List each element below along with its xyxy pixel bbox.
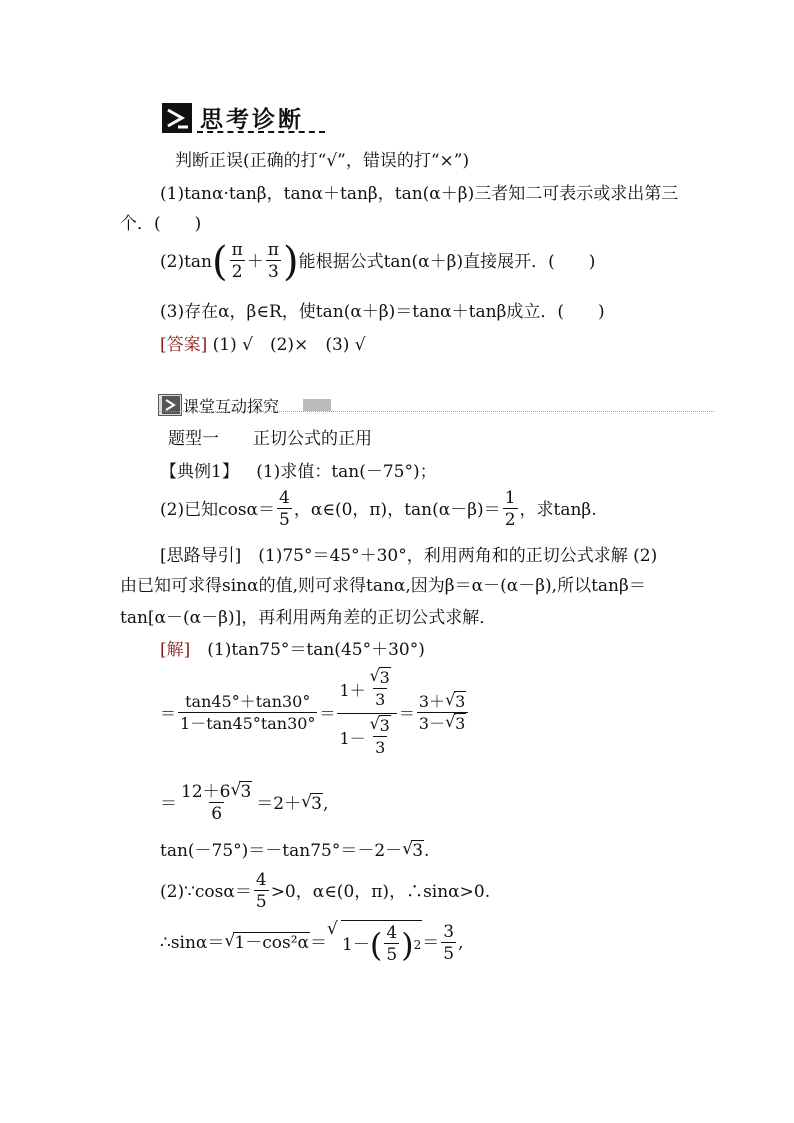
fraction: $\frac{12+6√ 3}{6}$ xyxy=(179,782,254,825)
fraction: $\frac{4}{5}$ xyxy=(279,488,290,530)
q2-prefix: (2)tan xyxy=(160,251,212,272)
fraction: $\frac{3+√ 3}{3-√ 3}$ xyxy=(417,692,468,735)
type-label: 题型一 正切公式的正用 xyxy=(168,429,372,449)
question-1-line-1: (1)tanα·tanβ，tanα＋tanβ，tan(α＋β)三者知二可表示或求出第三 xyxy=(160,184,679,204)
fraction: $\frac{1}{2}$ xyxy=(504,488,516,530)
text: ∴sinα＝ xyxy=(160,933,225,953)
question-2 xyxy=(160,240,595,283)
equals: ＝ xyxy=(310,933,327,953)
sqrt: √ 1－cos²α xyxy=(224,932,310,954)
section-divider xyxy=(158,411,714,412)
solution-line-1 xyxy=(160,639,425,661)
hint-text: (1)75°＝45°＋30°，利用两角和的正切公式求解 (2) xyxy=(241,546,658,566)
complex-fraction: 1＋ √ $\frac{3}{3}$ 1－ √ $\frac{3}{3}$ xyxy=(337,668,396,759)
fraction: $\frac{3}{5}$ xyxy=(443,921,455,964)
equals: ＝ xyxy=(398,703,415,723)
example-label: 【典例1】 xyxy=(160,462,239,482)
fraction: $\frac{4}{5}$ xyxy=(255,870,267,912)
example-q1: (1)求值：tan(－75°)； xyxy=(256,462,437,482)
text: tan(－75°)＝－tan75°＝－2－ xyxy=(160,841,403,861)
text: ，α∈(0，π)，tan(α－β)＝ xyxy=(293,499,501,520)
section-title: 思考诊断 xyxy=(200,107,304,133)
sqrt-large: √ 1－ ( $\frac{4}{5}$ ) 2 xyxy=(327,920,422,966)
left-paren: ( xyxy=(212,238,228,285)
plus: ＋ xyxy=(246,251,264,272)
section-icon xyxy=(162,103,192,133)
fraction: $\frac{\pi}{2}$ xyxy=(231,240,243,282)
sqrt: √ 3 xyxy=(301,793,323,815)
text: (2)∵cosα＝ xyxy=(160,881,252,902)
equation-result xyxy=(160,782,328,825)
solution-label: [解] xyxy=(160,640,191,660)
answer-text: (1) √ (2)× (3) √ xyxy=(212,335,366,355)
text: , xyxy=(458,933,464,953)
text: , xyxy=(322,793,329,814)
equals: ＝ xyxy=(160,703,177,723)
text: >0，α∈(0，π)，∴sinα>0. xyxy=(270,881,491,902)
hint-line-1 xyxy=(160,545,657,567)
text: (2)已知cosα＝ xyxy=(160,499,276,520)
example-1 xyxy=(160,461,437,483)
title-underline xyxy=(197,131,325,133)
decorative-bar xyxy=(303,399,331,411)
instruction: 判断正误(正确的打“√”，错误的打“×”) xyxy=(175,151,470,171)
hint-line-2: 由已知可求得sinα的值,则可求得tanα,因为β＝α－(α－β),所以tanβ＝ xyxy=(120,576,646,596)
equation-tan75 xyxy=(160,668,470,759)
text: (1)tan75°＝tan(45°＋30°) xyxy=(190,640,425,660)
section-title: 课堂互动探究 xyxy=(183,397,280,416)
example-q2 xyxy=(160,488,597,531)
text: ＝2＋ xyxy=(256,793,302,814)
fraction: $\frac{\pi}{3}$ xyxy=(267,240,279,282)
hint-line-3: tan[α－(α－β)]，再利用两角差的正切公式求解． xyxy=(120,608,497,628)
part-2-line-1 xyxy=(160,870,490,913)
text: . xyxy=(424,841,430,861)
part-2-line-2 xyxy=(160,920,464,966)
right-paren: ) xyxy=(282,238,299,285)
fraction: $\frac{\tan 45^\circ+\tan 30^\circ}{1-\tan 45^\circ\tan 30^\circ}$ xyxy=(180,692,316,733)
equals: ＝ xyxy=(422,933,440,953)
equals: ＝ xyxy=(319,703,336,723)
question-3: (3)存在α，β∈R，使tan(α＋β)＝tanα＋tanβ成立．( ) xyxy=(160,302,605,322)
text: ，求tanβ. xyxy=(519,499,597,520)
sqrt: √ 3 xyxy=(402,840,424,862)
q2-suffix: 能根据公式tan(α＋β)直接展开．( ) xyxy=(298,251,596,272)
answer xyxy=(160,334,366,356)
tan-neg75 xyxy=(160,840,429,862)
question-1-line-2: 个．( ) xyxy=(120,214,202,234)
answer-label: [答案] xyxy=(160,335,208,355)
equals: ＝ xyxy=(160,793,177,814)
hint-label: [思路导引] xyxy=(160,546,242,566)
